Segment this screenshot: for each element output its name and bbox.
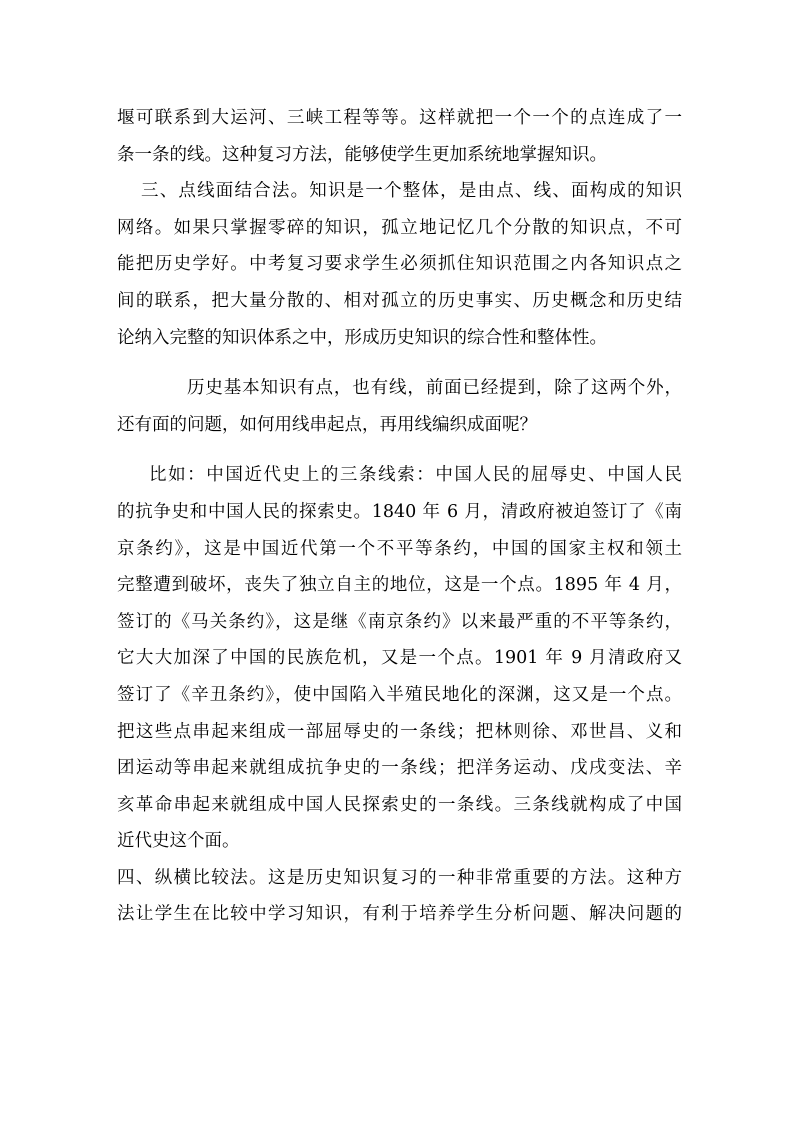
text-line: 签订的《马关条约》，这是继《南京条约》以来最严重的不平等条约， (117, 611, 682, 632)
text-line: 三、点线面结合法。知识是一个整体，是由点、线、面构成的知识 (141, 181, 682, 202)
paragraph-5 (117, 860, 682, 933)
text-line: 把这些点串起来组成一部屈辱史的一条线；把林则徐、邓世昌、义和 (117, 721, 682, 742)
text-line: 法让学生在比较中学习知识，有利于培养学生分析问题、解决问题的 (117, 904, 682, 925)
text-line: 亥革命串起来就组成中国人民探索史的一条线。三条线就构成了中国 (117, 794, 682, 815)
text-line: 的抗争史和中国人民的探索史。1840 年 6 月，清政府被迫签订了《南 (117, 501, 682, 522)
document-page (117, 100, 682, 933)
paragraph-4 (117, 457, 682, 860)
text-line: 近代史这个面。 (117, 831, 240, 852)
text-line: 条一条的线。这种复习方法，能够使学生更加系统地掌握知识。 (117, 144, 607, 165)
text-line: 团运动等串起来就组成抗争史的一条线；把洋务运动、戊戌变法、辛 (117, 758, 682, 779)
text-line: 堰可联系到大运河、三峡工程等等。这样就把一个一个的点连成了一 (117, 108, 682, 128)
text-line: 网络。如果只掌握零碎的知识，孤立地记忆几个分散的知识点，不可 (117, 217, 682, 238)
paragraph-3 (117, 370, 682, 443)
text-line: 签订了《辛丑条约》，使中国陷入半殖民地化的深渊，这又是一个点。 (117, 684, 682, 705)
paragraph-1 (117, 100, 682, 173)
text-line: 间的联系，把大量分散的、相对孤立的历史事实、历史概念和历史结 (117, 290, 682, 311)
paragraph-2 (117, 173, 682, 356)
text-line: 它大大加深了中国的民族危机，又是一个点。1901 年 9 月清政府又 (117, 648, 682, 669)
text-line: 论纳入完整的知识体系之中，形成历史知识的综合性和整体性。 (117, 327, 607, 348)
paragraph-gap (117, 443, 682, 457)
text-line: 还有面的问题，如何用线串起点，再用线编织成面呢？ (117, 414, 537, 435)
text-line: 历史基本知识有点，也有线，前面已经提到，除了这两个外， (187, 378, 682, 399)
paragraph-gap (117, 356, 682, 370)
text-line: 比如：中国近代史上的三条线索：中国人民的屈辱史、中国人民 (149, 465, 682, 486)
text-line: 完整遭到破坏，丧失了独立自主的地位，这是一个点。1895 年 4 月， (117, 575, 682, 596)
text-line: 能把历史学好。中考复习要求学生必须抓住知识范围之内各知识点之 (117, 254, 682, 275)
text-line: 京条约》，这是中国近代第一个不平等条约，中国的国家主权和领土 (117, 538, 682, 559)
text-line: 四、纵横比较法。这是历史知识复习的一种非常重要的方法。这种方 (117, 867, 682, 888)
